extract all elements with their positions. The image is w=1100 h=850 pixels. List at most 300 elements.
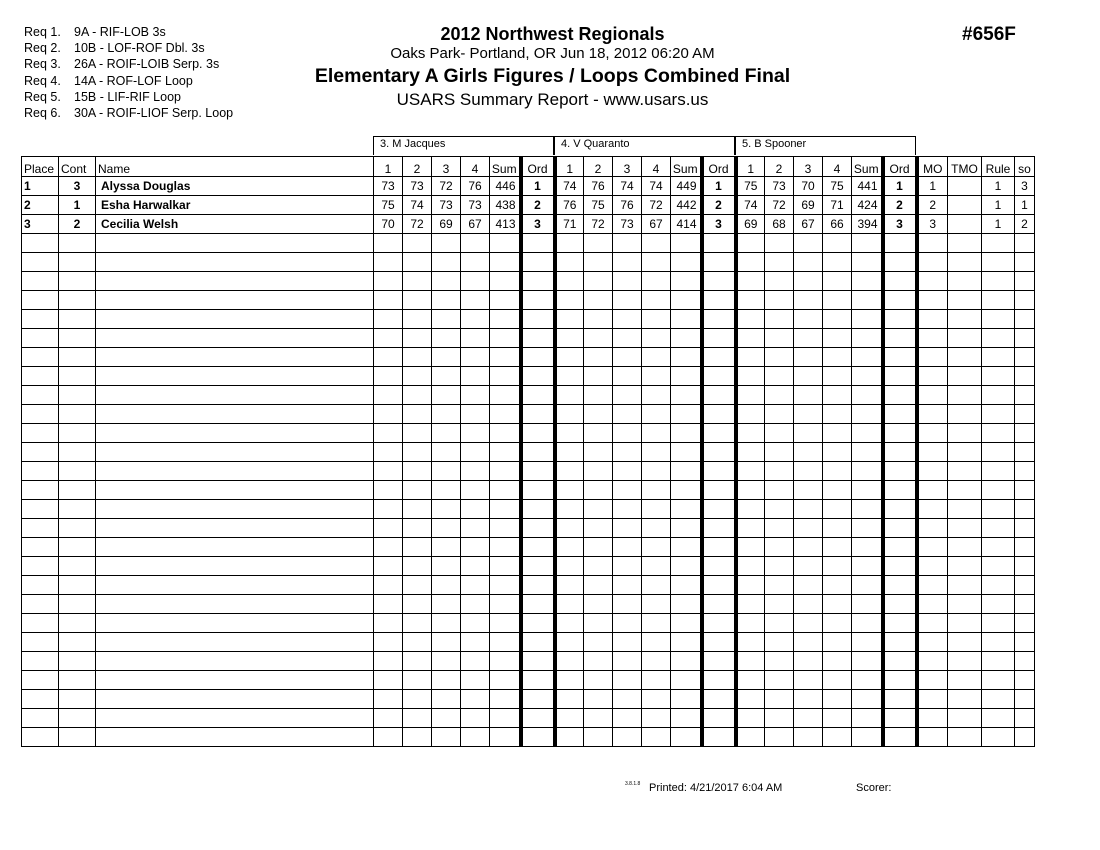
cont-cell [59,253,96,272]
ord-cell: 2 [521,196,555,215]
ord-cell [702,367,736,386]
score-cell [613,253,642,272]
sum-cell [671,728,702,747]
score-cell [403,576,432,595]
ord-cell [521,481,555,500]
tmo-cell [948,652,982,671]
score-cell: 72 [432,177,461,196]
sum-cell [852,652,883,671]
place-cell [22,291,59,310]
score-cell [374,538,403,557]
tmo-cell [948,690,982,709]
score-cell [432,595,461,614]
ord-cell [883,500,917,519]
sum-cell [490,519,521,538]
score-cell [555,386,584,405]
mo-cell [917,329,948,348]
mo-cell: 2 [917,196,948,215]
score-cell [642,614,671,633]
cont-cell [59,481,96,500]
place-cell [22,633,59,652]
sum-cell [852,367,883,386]
cont-cell [59,500,96,519]
ord-cell [702,329,736,348]
score-cell [736,405,765,424]
sum-cell: 438 [490,196,521,215]
score-cell [823,690,852,709]
requirement-item [24,24,233,40]
score-cell [765,500,794,519]
sum-cell: 441 [852,177,883,196]
score-cell [642,690,671,709]
score-cell [432,272,461,291]
score-cell [794,671,823,690]
score-cell [736,462,765,481]
ord-cell [521,443,555,462]
score-cell [432,633,461,652]
score-cell [642,595,671,614]
score-cell [555,557,584,576]
score-cell [736,424,765,443]
ord-cell [702,633,736,652]
cont-cell [59,424,96,443]
score-cell: 73 [432,196,461,215]
score-cell [794,291,823,310]
score-cell [642,576,671,595]
mo-cell [917,310,948,329]
rule-cell [982,405,1015,424]
sum-cell [852,386,883,405]
score-cell [432,519,461,538]
score-cell [555,291,584,310]
sum-cell [490,253,521,272]
score-cell [432,386,461,405]
score-cell [794,348,823,367]
tmo-cell [948,557,982,576]
sum-cell: 394 [852,215,883,234]
ord-cell [521,633,555,652]
score-cell [794,481,823,500]
so-cell [1015,538,1035,557]
score-cell [432,234,461,253]
score-cell: 76 [613,196,642,215]
sum-cell [490,234,521,253]
score-cell [736,348,765,367]
ord-cell [521,576,555,595]
sum-cell [490,348,521,367]
score-cell [736,272,765,291]
score-cell [584,386,613,405]
sum-cell [490,481,521,500]
score-cell [403,367,432,386]
sum-cell [671,481,702,500]
ord-cell: 1 [702,177,736,196]
score-cell [374,234,403,253]
score-cell [642,367,671,386]
score-cell [736,329,765,348]
score-cell [555,348,584,367]
name-cell [96,424,374,443]
sum-cell [671,253,702,272]
sum-cell [852,519,883,538]
ord-cell [521,386,555,405]
sum-cell [671,272,702,291]
ord-cell [702,291,736,310]
score-cell [736,709,765,728]
score-cell [823,671,852,690]
sum-cell [671,538,702,557]
col-header-judge3-2: 2 [765,157,794,177]
sum-cell [671,652,702,671]
cont-cell [59,633,96,652]
score-cell [374,348,403,367]
requirement-item [24,40,233,56]
score-cell [613,462,642,481]
mo-cell [917,291,948,310]
score-cell [403,462,432,481]
score-cell [555,272,584,291]
score-cell [584,595,613,614]
cont-cell [59,386,96,405]
place-cell [22,234,59,253]
sum-cell [852,595,883,614]
score-cell [736,500,765,519]
sum-cell [490,424,521,443]
score-cell [794,500,823,519]
rule-cell [982,481,1015,500]
score-cell [794,253,823,272]
so-cell [1015,728,1035,747]
cont-cell [59,310,96,329]
score-cell [765,424,794,443]
score-cell [555,633,584,652]
sum-cell [671,405,702,424]
empty-row [22,500,1035,519]
score-cell [765,576,794,595]
score-cell [823,291,852,310]
cont-cell: 1 [59,196,96,215]
score-cell [823,538,852,557]
tmo-cell [948,405,982,424]
name-cell [96,405,374,424]
score-cell [374,291,403,310]
score-cell [613,519,642,538]
sum-cell [490,538,521,557]
score-cell [461,576,490,595]
score-cell [613,234,642,253]
score-cell [584,538,613,557]
ord-cell: 3 [521,215,555,234]
score-cell [403,481,432,500]
cont-cell [59,595,96,614]
mo-cell [917,538,948,557]
score-cell: 67 [642,215,671,234]
score-cell [432,652,461,671]
ord-cell [883,367,917,386]
score-cell [555,234,584,253]
score-cell [403,272,432,291]
score-cell [765,329,794,348]
event-number: #656F [962,24,1016,45]
so-cell: 3 [1015,177,1035,196]
tmo-cell [948,177,982,196]
sum-cell [490,462,521,481]
rule-cell [982,329,1015,348]
score-cell [765,405,794,424]
score-cell [374,576,403,595]
score-cell: 74 [403,196,432,215]
score-cell [403,538,432,557]
score-cell [584,291,613,310]
score-cell [642,386,671,405]
score-cell [794,633,823,652]
score-cell [555,481,584,500]
score-cell [613,576,642,595]
score-cell [461,405,490,424]
score-cell [794,462,823,481]
ord-cell [702,386,736,405]
rule-cell [982,728,1015,747]
col-header-judge1-1: 1 [374,157,403,177]
rule-cell [982,234,1015,253]
rule-cell [982,462,1015,481]
score-cell [461,652,490,671]
ord-cell [883,386,917,405]
score-cell [403,405,432,424]
col-header-place: Place [22,157,59,177]
name-cell [96,272,374,291]
rule-cell [982,614,1015,633]
ord-cell: 3 [702,215,736,234]
requirement-label: Req 2. [24,41,61,56]
ord-cell [521,329,555,348]
score-cell: 72 [642,196,671,215]
ord-cell [883,310,917,329]
score-cell: 74 [555,177,584,196]
score-cell [374,690,403,709]
score-cell [613,728,642,747]
sum-cell [490,614,521,633]
score-cell [642,462,671,481]
sum-cell [671,576,702,595]
rule-cell [982,291,1015,310]
header-row [22,157,1035,177]
score-cell [736,481,765,500]
score-cell [736,595,765,614]
mo-cell [917,690,948,709]
score-cell [584,424,613,443]
score-cell: 74 [613,177,642,196]
score-cell: 76 [461,177,490,196]
score-cell [613,367,642,386]
score-cell [765,367,794,386]
sum-cell [852,633,883,652]
col-header-judge1-3: 3 [432,157,461,177]
ord-cell [521,291,555,310]
score-cell [765,728,794,747]
score-cell [823,481,852,500]
sum-cell [852,462,883,481]
col-header-so: so [1015,157,1035,177]
score-cell [613,481,642,500]
score-cell [432,348,461,367]
so-cell [1015,519,1035,538]
sum-cell [671,462,702,481]
score-cell [374,367,403,386]
rule-cell [982,633,1015,652]
score-cell: 76 [555,196,584,215]
score-cell [642,329,671,348]
score-cell [374,272,403,291]
place-cell [22,424,59,443]
score-cell [584,348,613,367]
score-cell [613,633,642,652]
empty-row [22,576,1035,595]
score-cell [374,557,403,576]
score-cell [374,500,403,519]
score-cell [642,519,671,538]
name-cell: Alyssa Douglas [96,177,374,196]
score-cell: 69 [736,215,765,234]
rule-cell: 1 [982,196,1015,215]
score-cell [461,462,490,481]
score-cell [765,291,794,310]
rule-cell [982,595,1015,614]
name-cell [96,595,374,614]
requirement-label: Req 1. [24,25,61,39]
score-cell [613,272,642,291]
mo-cell [917,557,948,576]
mo-cell [917,348,948,367]
cont-cell [59,405,96,424]
score-cell [642,671,671,690]
so-cell [1015,633,1035,652]
score-cell [642,709,671,728]
score-cell [794,728,823,747]
tmo-cell [948,310,982,329]
score-cell [613,690,642,709]
score-cell [403,500,432,519]
score-cell [823,405,852,424]
ord-cell [883,595,917,614]
cont-cell [59,538,96,557]
ord-cell [702,652,736,671]
score-cell [823,728,852,747]
sum-cell [490,329,521,348]
score-cell: 69 [794,196,823,215]
cont-cell [59,443,96,462]
score-cell [432,671,461,690]
score-cell [555,367,584,386]
name-cell [96,557,374,576]
software-version: 3.8.1.8 [625,781,641,787]
sum-cell [852,348,883,367]
score-cell [823,272,852,291]
place-cell [22,709,59,728]
empty-row [22,671,1035,690]
score-cell [823,310,852,329]
empty-row [22,595,1035,614]
judge-header-1: 3. M Jacques [373,136,554,155]
sum-cell [490,291,521,310]
requirement-text: 26A - ROIF-LOIB Serp. 3s [74,57,220,72]
score-cell [555,690,584,709]
place-cell [22,329,59,348]
score-cell [432,253,461,272]
sum-cell [852,291,883,310]
ord-cell [702,519,736,538]
requirement-item [24,73,233,89]
scorer-label: Scorer: [856,782,892,794]
venue-datetime: Oaks Park- Portland, OR Jun 18, 2012 06:20 AM [390,45,715,62]
score-cell: 73 [374,177,403,196]
event-title: Elementary A Girls Figures / Loops Combined Final [314,65,791,87]
sum-cell [671,595,702,614]
report-title: USARS Summary Report - www.usars.us [396,90,709,109]
score-cell: 67 [461,215,490,234]
name-cell [96,709,374,728]
tmo-cell [948,633,982,652]
score-cell [736,367,765,386]
tmo-cell [948,234,982,253]
sum-cell [852,310,883,329]
score-cell [432,576,461,595]
col-header-judge2-sum: Sum [671,157,702,177]
tmo-cell [948,196,982,215]
score-cell [461,348,490,367]
ord-cell: 3 [883,215,917,234]
score-cell [642,481,671,500]
cont-cell [59,728,96,747]
score-cell: 72 [765,196,794,215]
score-cell: 75 [584,196,613,215]
sum-cell [852,671,883,690]
so-cell [1015,386,1035,405]
ord-cell [521,538,555,557]
mo-cell [917,633,948,652]
sum-cell: 424 [852,196,883,215]
ord-cell [702,462,736,481]
ord-cell [702,272,736,291]
ord-cell [521,462,555,481]
sum-cell [852,709,883,728]
rule-cell: 1 [982,215,1015,234]
score-cell: 70 [794,177,823,196]
score-cell [642,291,671,310]
table-row [22,177,1035,196]
sum-cell [490,405,521,424]
score-cell [461,614,490,633]
name-cell [96,671,374,690]
tmo-cell [948,709,982,728]
so-cell [1015,595,1035,614]
score-cell [461,728,490,747]
score-cell [736,652,765,671]
place-cell [22,652,59,671]
score-cell [613,348,642,367]
score-cell [823,424,852,443]
so-cell [1015,614,1035,633]
score-cell [765,272,794,291]
score-cell: 74 [642,177,671,196]
score-cell: 71 [823,196,852,215]
score-cell: 73 [403,177,432,196]
ord-cell [883,481,917,500]
score-cell [555,329,584,348]
name-cell [96,310,374,329]
score-cell [642,310,671,329]
score-cell [613,671,642,690]
